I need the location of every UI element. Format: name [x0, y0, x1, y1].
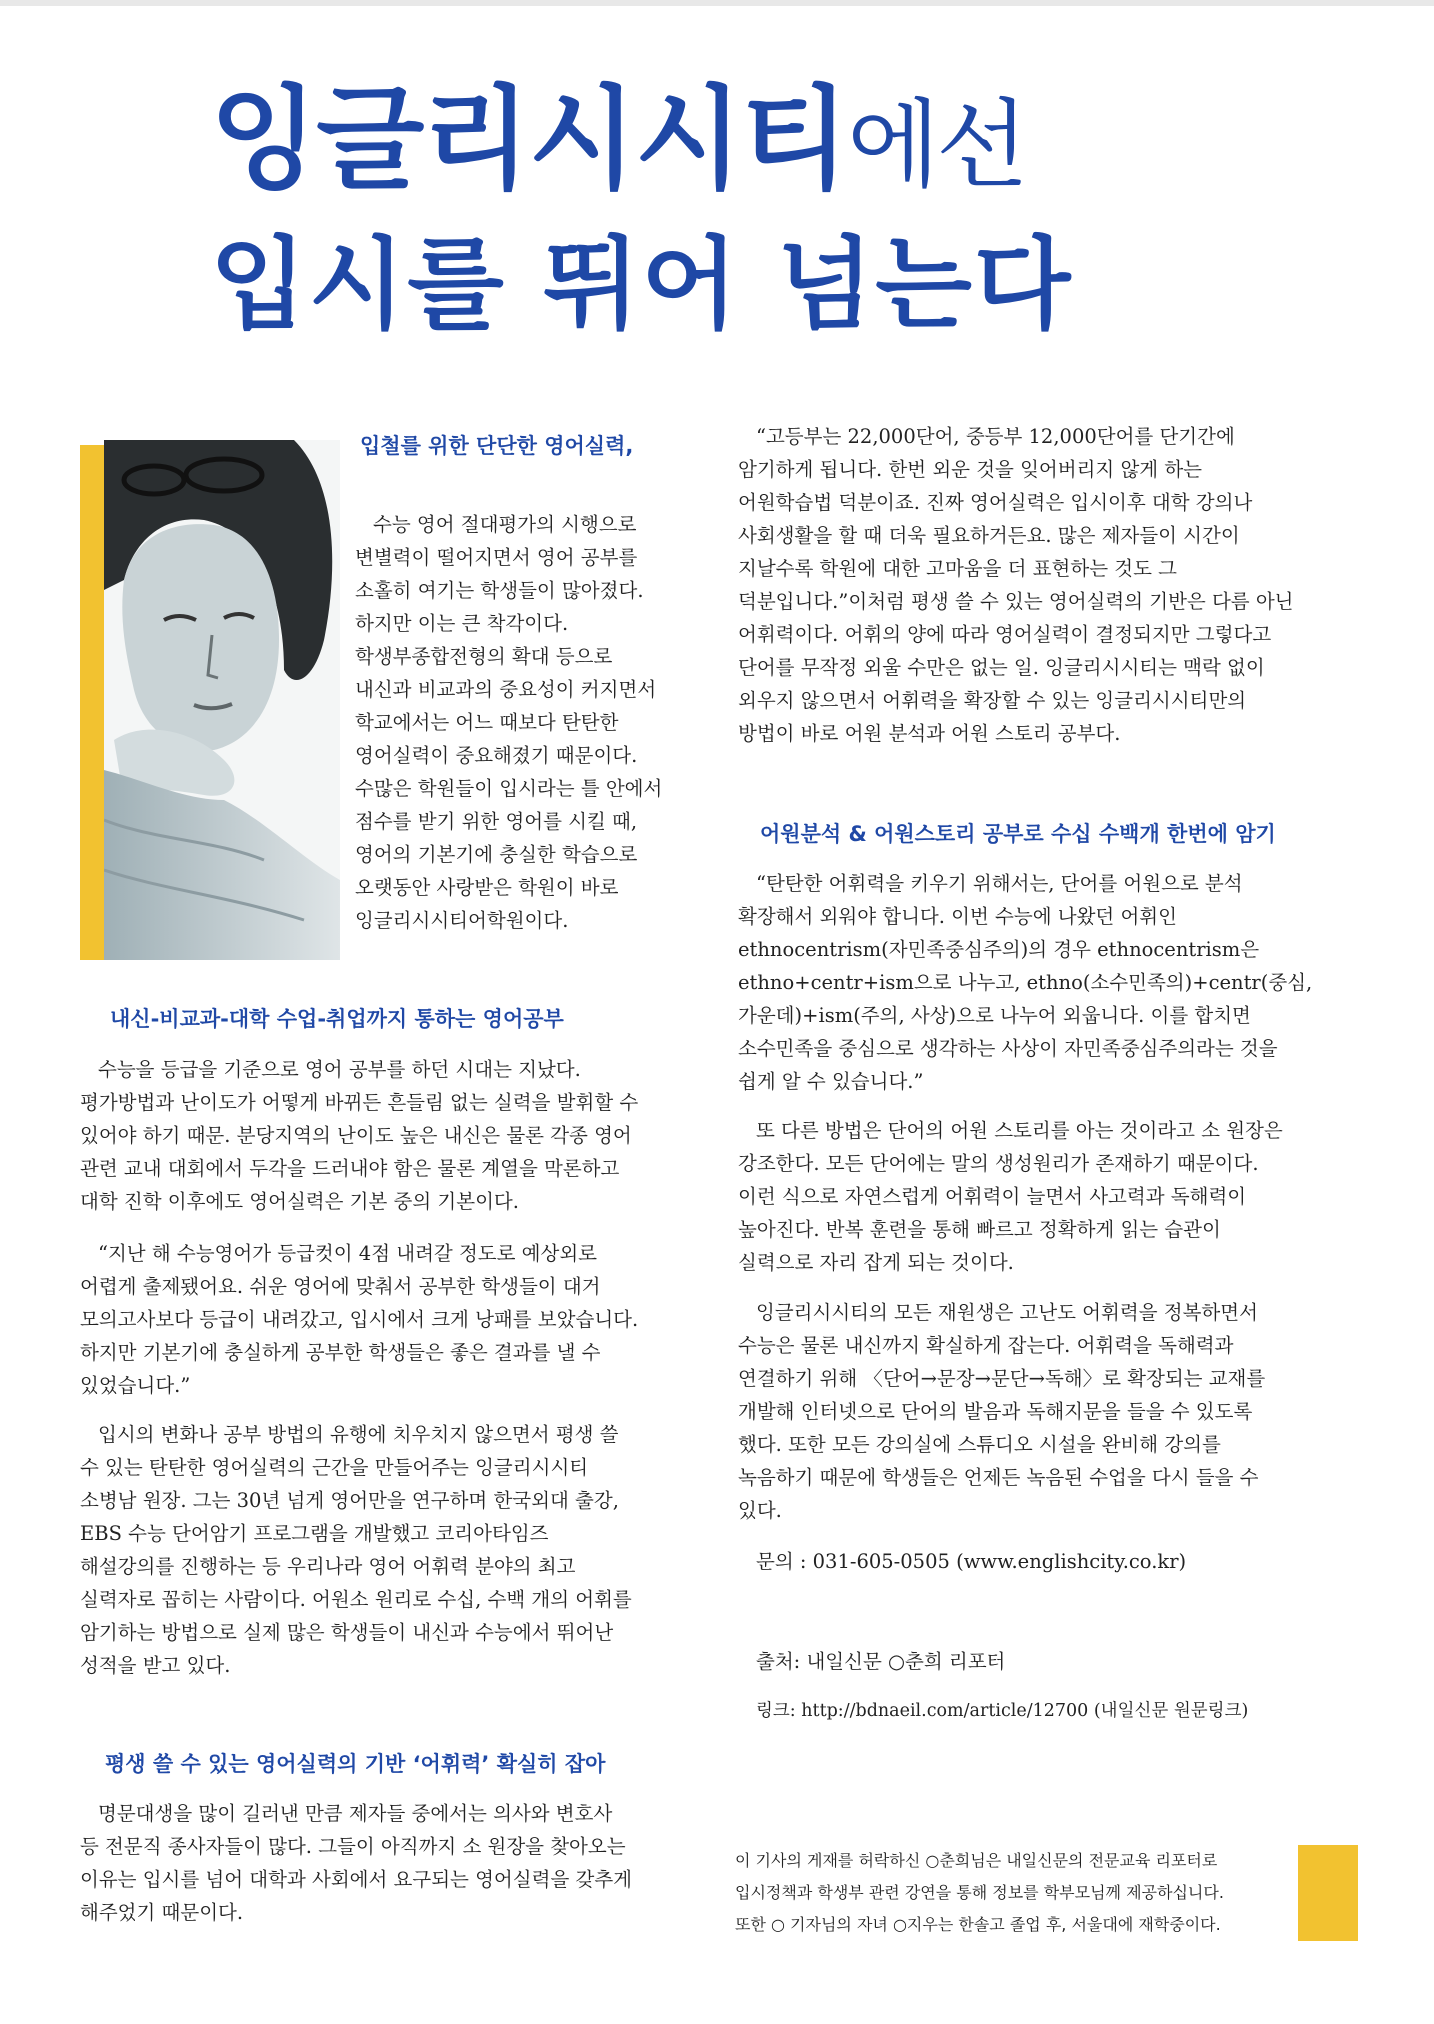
intro-heading: 입철를 위한 단단한 영어실력,	[360, 434, 634, 458]
section1-paragraph-3: 입시의 변화나 공부 방법의 유행에 치우치지 않으면서 평생 쓸 수 있는 탄탄한 영어실력의 근간을 만들어주는 잉글리시시티 소병남 원장. 그는 30년 넘게 영어만을 연구하며 한국외대 출강, EBS 수능 단어암기 프로그램을 개발했고 코리아타임즈 해설강의를 진행하는 등 우리나라 영어 어휘력 분야의 최고 실력자로 꼽히는 사람이다. 어원소 원리로 수십, 수백 개의 어휘를 암기하는 방법으로 실제 많은 학생들이 내신과 수능에서 뛰어난 성적을 받고 있다.	[80, 1423, 632, 1677]
accent-box	[1298, 1845, 1358, 1941]
article-link[interactable]: 링크: http://bdnaeil.com/article/12700 (내일신문 원문링크)	[756, 1701, 1249, 1721]
right-paragraph-1: “고등부는 22,000단어, 중등부 12,000단어를 단기간에 암기하게 됩니다. 한번 외운 것을 잊어버리지 않게 하는 어원학습법 덕분이죠. 진짜 영어실력은 입시이후 대학 강의나 사회생활을 할 때 더욱 필요하거든요. 많은 제자들이 시간이 지날수록 학원에 대한 고마움을 더 표현하는 것도 그 덕분입니다.”이처럼 평생 쓸 수 있는 영어실력의 기반은 다름 아닌 어휘력이다. 어휘의 양에 따라 영어실력이 결정되지만 그렇다고 단어를 무작정 외울 수만은 없는 일. 잉글리시시티는 맥락 없이 외우지 않으면서 어휘력을 확장할 수 있는 잉글리시시티만의 방법이 바로 어원 분석과 어원 스토리 공부다.	[738, 425, 1294, 745]
section2-heading: 평생 쓸 수 있는 영어실력의 기반 ‘어휘력’ 확실히 잡아	[105, 1752, 606, 1776]
right-paragraph-4: 잉글리시시티의 모든 재원생은 고난도 어휘력을 정복하면서 수능은 물론 내신까지 확실하게 잡는다. 어휘력을 독해력과 연결하기 위해 〈단어→문장→문단→독해〉로 확장되는 교재를 개발해 인터넷으로 단어의 발음과 독해지문을 들을 수 있도록 했다. 또한 모든 강의실에 스튜디오 시설을 완비해 강의를 녹음하기 때문에 학생들은 언제든 녹음된 수업을 다시 들을 수 있다.	[738, 1301, 1266, 1522]
source-credit: 출처: 내일신문 ○춘희 리포터	[756, 1650, 1006, 1673]
reporter-photo	[104, 440, 340, 960]
right-paragraph-2: “탄탄한 어휘력을 키우기 위해서는, 단어를 어원으로 분석 확장해서 외워야 합니다. 이번 수능에 나왔던 어휘인 ethnocentrism(자민족중심주의)의 경우 ethnocentrism은 ethno+centr+ism으로 나누고, ethno(소수민족의)+centr(중심, 가운데)+ism(주의, 사상)으로 나누어 외웁니다. 이를 합치면 소수민족을 중심으로 생각하는 사상이 자민족중심주의라는 것을 쉽게 알 수 있습니다.”	[738, 872, 1313, 1093]
section1-paragraph-2: “지난 해 수능영어가 등급컷이 4점 내려갈 정도로 예상외로 어렵게 출제됐어요. 쉬운 영어에 맞춰서 공부한 학생들이 대거 모의고사보다 등급이 내려갔고, 입시에서 크게 낭패를 보았습니다. 하지만 기본기에 충실하게 공부한 학생들은 좋은 결과를 낼 수 있었습니다.”	[80, 1242, 639, 1397]
headline-line-2: 입시를 뛰어 넘는다	[210, 226, 1073, 343]
top-rule	[0, 0, 1434, 6]
right-paragraph-3: 또 다른 방법은 단어의 어원 스토리를 아는 것이라고 소 원장은 강조한다. 모든 단어에는 말의 생성원리가 존재하기 때문이다. 이런 식으로 자연스럽게 어휘력이 늘면서 사고력과 독해력이 높아진다. 반복 훈련을 통해 빠르고 정확하게 읽는 습관이 실력으로 자리 잡게 되는 것이다.	[738, 1119, 1283, 1274]
headline-bold: 잉글리시시티	[210, 75, 848, 205]
reporter-footnote: 이 기사의 게재를 허락하신 ○춘희님은 내일신문의 전문교육 리포터로 입시정책과 학생부 관련 강연을 통해 정보를 학부모님께 제공하십니다. 또한 ○ 기자님의 자녀 ○지우는 한솔고 졸업 후, 서울대에 재학중이다.	[735, 1851, 1224, 1934]
section1-paragraph-1: 수능을 등급을 기준으로 영어 공부를 하던 시대는 지났다. 평가방법과 난이도가 어떻게 바뀌든 흔들림 없는 실력을 발휘할 수 있어야 하기 때문. 분당지역의 난이도 높은 내신은 물론 각종 영어 관련 교내 대회에서 두각을 드러내야 함은 물론 계열을 막론하고 대학 진학 이후에도 영어실력은 기본 중의 기본이다.	[80, 1058, 639, 1213]
headline-light: 에선	[847, 89, 1025, 201]
section1-heading: 내신-비교과-대학 수업-취업까지 통하는 영어공부	[110, 1007, 564, 1031]
portrait-illustration	[104, 440, 340, 960]
intro-paragraph: 수능 영어 절대평가의 시행으로 변별력이 떨어지면서 영어 공부를 소홀히 여기는 학생들이 많아졌다. 하지만 이는 큰 착각이다. 학생부종합전형의 확대 등으로 내신과 비교과의 중요성이 커지면서 학교에서는 어느 때보다 탄탄한 영어실력이 중요해졌기 때문이다. 수많은 학원들이 입시라는 틀 안에서 점수를 받기 위한 영어를 시킬 때, 영어의 기본기에 충실한 학습으로 오랫동안 사랑받은 학원이 바로 잉글리시시티어학원이다.	[355, 513, 663, 932]
contact-info: 문의 : 031-605-0505 (www.englishcity.co.kr)	[756, 1550, 1187, 1573]
section2-paragraph-1: 명문대생을 많이 길러낸 만큼 제자들 중에서는 의사와 변호사 등 전문직 종사자들이 많다. 그들이 아직까지 소 원장을 찾아오는 이유는 입시를 넘어 대학과 사회에서 요구되는 영어실력을 갖추게 해주었기 때문이다.	[80, 1802, 632, 1924]
headline-line-1	[210, 70, 1025, 215]
right-heading: 어원분석 & 어원스토리 공부로 수십 수백개 한번에 암기	[760, 822, 1276, 846]
accent-bar	[80, 445, 104, 960]
